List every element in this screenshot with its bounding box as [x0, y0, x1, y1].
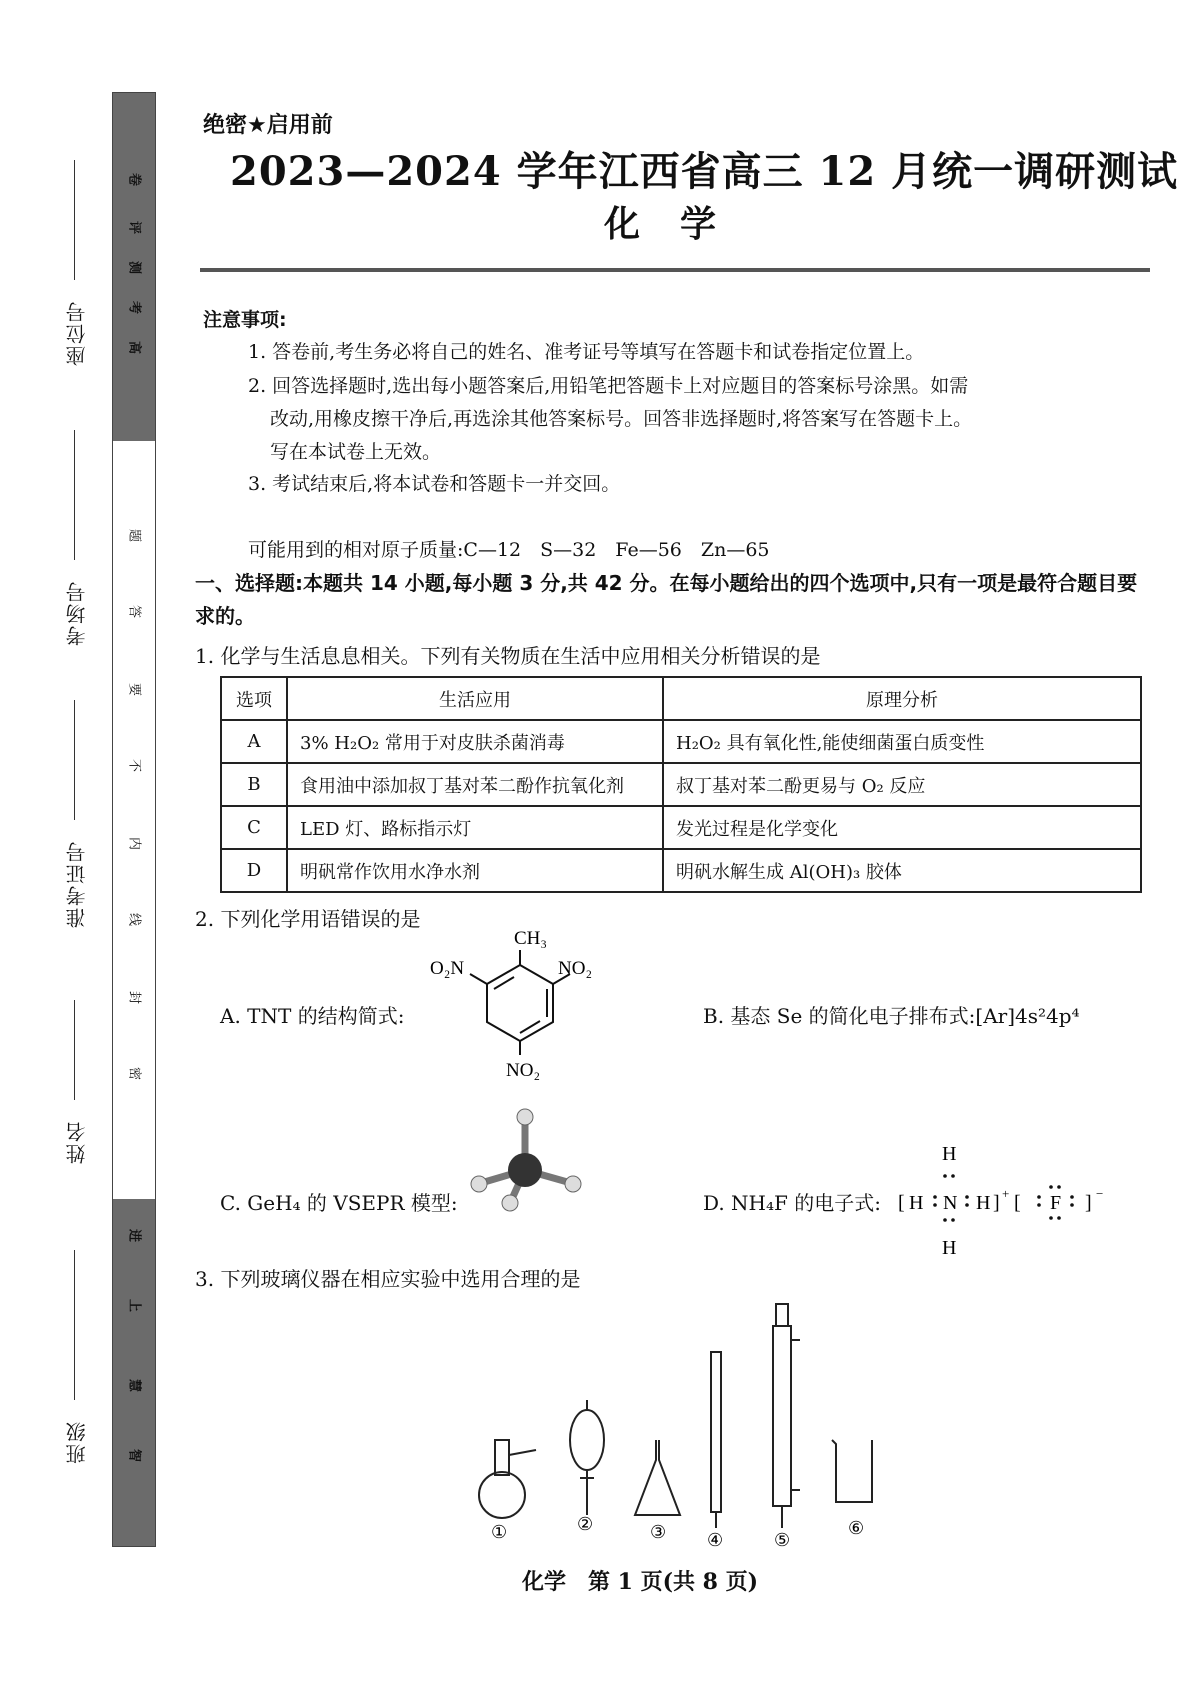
notice-item: 1. 答卷前,考生务必将自己的姓名、准考证号等填写在答题卡和试卷指定位置上。 [248, 341, 925, 363]
binding-strip [112, 92, 156, 1547]
strip-char: 智 [126, 1448, 142, 1462]
page-footer: 化学 第 1 页(共 8 页) [521, 1569, 759, 1595]
strip-char: 题 [126, 528, 142, 542]
strip-char: 慧 [126, 1378, 142, 1392]
table-cell: D [221, 849, 287, 892]
nh4f-h-left: H [909, 1192, 924, 1214]
option-d: D. NH₄F 的电子式: [703, 1191, 881, 1215]
glassware-label: ③ [650, 1522, 667, 1543]
glassware-label: ① [491, 1522, 508, 1543]
table-header-row [221, 677, 1141, 720]
svg-text:[: [ [1014, 1192, 1021, 1214]
strip-char: 卷 [126, 172, 142, 186]
table-row [221, 849, 1141, 892]
glassware-label: ⑥ [848, 1518, 865, 1539]
glassware-figure [470, 1290, 910, 1550]
glassware-label: ⑤ [774, 1530, 791, 1550]
tnt-no2-bottom: NO₂ [506, 1060, 541, 1080]
nh4f-minus: − [1096, 1186, 1104, 1201]
name-label: 姓名 [65, 1120, 89, 1164]
exam-title: 2023—2024 学年江西省高三 12 月统一调研测试 [230, 148, 1179, 195]
conical-flask-image [635, 1440, 680, 1515]
strip-char: 进 [126, 1228, 142, 1242]
strip-char: 测 [126, 260, 142, 274]
question-2-stem: 2. 下列化学用语错误的是 [195, 907, 421, 931]
strip-dark-bottom [113, 1199, 155, 1546]
table-row [221, 763, 1141, 806]
table-row [221, 720, 1141, 763]
strip-char: 不 [126, 758, 142, 772]
notice-heading: 注意事项: [203, 309, 287, 331]
glassware-label: ④ [707, 1530, 724, 1550]
nh4f-h-right: H [976, 1192, 991, 1214]
table-cell: 叔丁基对苯二酚更易与 O₂ 反应 [663, 763, 1141, 806]
notice-item: 2. 回答选择题时,选出每小题答案后,用铅笔把答题卡上对应题目的答案标号涂黑。如需 [248, 375, 969, 397]
option-b: B. 基态 Se 的简化电子排布式:[Ar]4s²4p⁴ [703, 1004, 1080, 1028]
burette-image [711, 1352, 721, 1528]
table-cell: B [221, 763, 287, 806]
nh4f-f: F [1050, 1192, 1062, 1214]
vsepr-model-image [463, 1105, 593, 1215]
question-1-stem: 1. 化学与生活息息相关。下列有关物质在生活中应用相关分析错误的是 [195, 644, 821, 668]
strip-char: 密 [126, 1066, 142, 1080]
strip-char: 线 [126, 912, 142, 926]
tnt-ch3: CH₃ [514, 928, 548, 949]
notice-item: 改动,用橡皮擦干净后,再选涂其他答案标号。回答非选择题时,将答案写在答题卡上。 [270, 408, 973, 430]
strip-char: 要 [126, 682, 142, 696]
strip-char: 封 [126, 990, 142, 1004]
strip-char: 评 [126, 220, 142, 234]
table-cell: 明矾水解生成 Al(OH)₃ 胶体 [663, 849, 1141, 892]
strip-char: 上 [126, 1298, 142, 1312]
distilling-flask-image [479, 1440, 536, 1518]
strip-char: 内 [126, 836, 142, 850]
fill-line [74, 700, 75, 820]
glassware-label: ② [577, 1514, 594, 1535]
table-header: 选项 [221, 677, 287, 720]
option-c: C. GeH₄ 的 VSEPR 模型: [220, 1191, 458, 1215]
table-cell: H₂O₂ 具有氧化性,能使细菌蛋白质变性 [663, 720, 1141, 763]
question-3-stem: 3. 下列玻璃仪器在相应实验中选用合理的是 [195, 1267, 581, 1291]
tnt-no2-right: NO₂ [558, 958, 593, 979]
table-cell: C [221, 806, 287, 849]
notice-item: 3. 考试结束后,将本试卷和答题卡一并交回。 [248, 473, 621, 495]
table-row [221, 806, 1141, 849]
nh4f-n: N [943, 1192, 958, 1214]
table-cell: A [221, 720, 287, 763]
table-cell: LED 灯、路标指示灯 [287, 806, 663, 849]
table-cell: 食用油中添加叔丁基对苯二酚作抗氧化剂 [287, 763, 663, 806]
condenser-image [773, 1304, 800, 1528]
notice-item: 写在本试卷上无效。 [270, 441, 442, 463]
exam-room-label: 考场号 [65, 580, 89, 646]
table-cell: 明矾常作饮用水净水剂 [287, 849, 663, 892]
svg-text:]: ] [993, 1192, 1000, 1214]
table-header: 生活应用 [287, 677, 663, 720]
strip-char: 高 [126, 340, 142, 354]
seat-number-label: 座位号 [65, 300, 89, 366]
nh4f-plus: + [1002, 1186, 1010, 1201]
tnt-no2-left: O₂N [430, 958, 465, 979]
confidential-mark: 绝密★启用前 [203, 113, 333, 138]
subject-title: 化学 [603, 203, 756, 245]
question-1-table [220, 676, 1142, 893]
admission-number-label: 准考证号 [65, 840, 89, 928]
section-one-heading: 一、选择题:本题共 14 小题,每小题 3 分,共 42 分。在每小题给出的四个选项中,只有一项是最符合题目要求的。 [195, 571, 1138, 628]
nh4f-h-top: H [942, 1143, 957, 1165]
fill-line [74, 1250, 75, 1400]
header-rule [200, 268, 1150, 272]
separatory-funnel-image [570, 1400, 604, 1515]
nh4f-h-bottom: H [942, 1237, 957, 1256]
beaker-image [832, 1440, 872, 1502]
atomic-mass-line: 可能用到的相对原子质量:C—12 S—32 Fe—56 Zn—65 [248, 539, 770, 561]
svg-text:]: ] [1085, 1192, 1092, 1214]
strip-dark-top [113, 93, 155, 441]
fill-line [74, 430, 75, 560]
table-header: 原理分析 [663, 677, 1141, 720]
nh4f-electron-formula [895, 1136, 1125, 1256]
option-a: A. TNT 的结构简式: [220, 1004, 405, 1028]
fill-line [74, 1000, 75, 1100]
strip-char: 答 [126, 604, 142, 618]
tnt-structure [430, 920, 610, 1080]
class-label: 班级 [65, 1420, 89, 1464]
strip-char: 考 [126, 300, 142, 314]
table-cell: 发光过程是化学变化 [663, 806, 1141, 849]
svg-text:[: [ [898, 1192, 905, 1214]
table-cell: 3% H₂O₂ 常用于对皮肤杀菌消毒 [287, 720, 663, 763]
